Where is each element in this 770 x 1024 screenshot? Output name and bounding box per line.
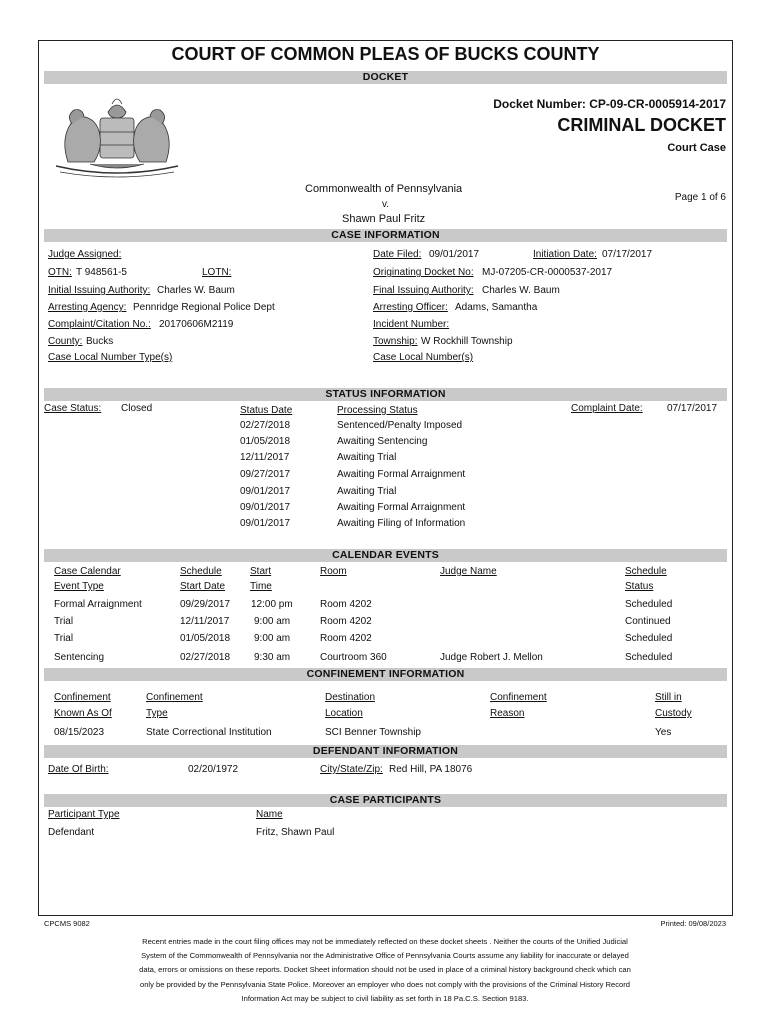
case-participants-bar: CASE PARTICIPANTS <box>44 794 727 807</box>
printed-date: Printed: 09/08/2023 <box>660 919 726 928</box>
participant-type-value: Defendant <box>48 827 95 838</box>
initiation-date-label: Initiation Date: <box>533 249 597 260</box>
judge-assigned-label: Judge Assigned: <box>48 249 122 260</box>
cal-row-time: 9:30 am <box>254 652 291 663</box>
status-row-date: 09/27/2017 <box>240 469 291 480</box>
cal-row-date: 02/27/2018 <box>180 652 231 663</box>
court-title: COURT OF COMMON PLEAS OF BUCKS COUNTY <box>171 44 600 64</box>
cal-row-date: 12/11/2017 <box>180 616 230 627</box>
status-row-date: 09/01/2017 <box>240 518 291 529</box>
cal-event-header: Case Calendar <box>54 566 121 577</box>
court-case-label: Court Case <box>667 142 726 154</box>
defendant-information-bar: DEFENDANT INFORMATION <box>44 745 727 758</box>
status-row-date: 02/27/2018 <box>240 420 291 431</box>
confinement-known-header: Known As Of <box>54 708 112 719</box>
form-code: CPCMS 9082 <box>44 919 90 928</box>
initiation-date-value: 07/17/2017 <box>602 249 653 260</box>
county-label: County: <box>48 336 83 347</box>
case-information-bar: CASE INFORMATION <box>44 229 727 242</box>
caption-versus: v. <box>382 199 390 210</box>
cal-row-time: 12:00 pm <box>251 599 293 610</box>
final-issuing-value: Charles W. Baum <box>482 285 560 296</box>
status-row-status: Awaiting Formal Arraignment <box>337 469 466 480</box>
participant-type-header: Participant Type <box>48 809 120 820</box>
disclaimer <box>70 935 700 1006</box>
cal-row-time: 9:00 am <box>254 633 291 644</box>
status-row-status: Awaiting Trial <box>337 452 397 463</box>
cal-row-event: Trial <box>54 616 74 627</box>
processing-status-header: Processing Status <box>337 405 418 416</box>
initial-issuing-value: Charles W. Baum <box>157 285 235 296</box>
otn-label: OTN: <box>48 267 72 278</box>
still-in-custody-value: Yes <box>655 727 672 738</box>
disclaimer-line: Information Act may be subject to civil liability as set forth in 18 Pa.C.S. Section 9183. <box>241 993 529 1003</box>
participant-name-value: Fritz, Shawn Paul <box>256 827 335 838</box>
cal-status-header: Status <box>625 581 654 592</box>
still-in-custody-header: Custody <box>655 708 692 719</box>
cal-row-room: Room 4202 <box>320 633 372 644</box>
dob-value: 02/20/1972 <box>188 764 239 775</box>
cal-row-date: 09/29/2017 <box>180 599 231 610</box>
cal-row-room: Room 4202 <box>320 599 372 610</box>
status-row-status: Sentenced/Penalty Imposed <box>337 420 463 431</box>
status-information-bar: STATUS INFORMATION <box>44 388 727 401</box>
still-in-custody-header: Still in <box>655 692 682 703</box>
arresting-officer-value: Adams, Samantha <box>455 302 538 313</box>
initial-issuing-label: Initial Issuing Authority: <box>48 285 151 296</box>
cal-row-room: Courtroom 360 <box>320 652 387 663</box>
status-row-status: Awaiting Trial <box>337 486 397 497</box>
cal-row-room: Room 4202 <box>320 616 372 627</box>
county-value: Bucks <box>86 336 114 347</box>
cal-row-time: 9:00 am <box>254 616 291 627</box>
dob-label: Date Of Birth: <box>48 764 109 775</box>
lotn-label: LOTN: <box>202 267 232 278</box>
case-status-value: Closed <box>121 403 153 414</box>
cal-start-time-header: Time <box>250 581 272 592</box>
cal-start-date-header: Start Date <box>180 581 226 592</box>
final-issuing-label: Final Issuing Authority: <box>373 285 474 296</box>
cal-row-judge: Judge Robert J. Mellon <box>440 652 543 663</box>
confinement-type-header: Confinement <box>146 692 203 703</box>
city-state-zip-label: City/State/Zip: <box>320 764 383 775</box>
status-row-date: 09/01/2017 <box>240 502 291 513</box>
disclaimer-line: only be provided by the Pennsylvania State Police. Moreover an employer who does not comply with the provisions of the Criminal History Record <box>139 979 631 989</box>
status-date-header: Status Date <box>240 405 293 416</box>
confinement-reason-header: Reason <box>490 708 525 719</box>
cal-row-status: Scheduled <box>625 652 673 663</box>
cal-row-event: Formal Arraignment <box>54 599 142 610</box>
status-row-date: 09/01/2017 <box>240 486 291 497</box>
originating-docket-label: Originating Docket No: <box>373 267 474 278</box>
cal-row-date: 01/05/2018 <box>180 633 231 644</box>
township-label: Township: <box>373 336 418 347</box>
docket-type: CRIMINAL DOCKET <box>557 115 726 135</box>
arresting-agency-value: Pennridge Regional Police Dept <box>133 302 275 313</box>
status-row-status: Awaiting Formal Arraignment <box>337 502 466 513</box>
cal-event-header: Event Type <box>54 581 104 592</box>
cal-row-event: Trial <box>54 633 74 644</box>
cal-start-time-header: Start <box>250 566 272 577</box>
arresting-agency-label: Arresting Agency: <box>48 302 127 313</box>
case-status-label: Case Status: <box>44 403 102 414</box>
docket-number: Docket Number: CP-09-CR-0005914-2017 <box>493 97 726 111</box>
caption-defendant: Shawn Paul Fritz <box>342 213 426 225</box>
cal-judge-header: Judge Name <box>440 566 497 577</box>
confinement-known-value: 08/15/2023 <box>54 727 105 738</box>
confinement-information-bar: CONFINEMENT INFORMATION <box>44 668 727 681</box>
case-local-number-label: Case Local Number(s) <box>373 352 474 363</box>
disclaimer-line: Recent entries made in the court filing offices may not be immediately reflected on these docket sheets . Neither the courts of the Unified Judicial <box>142 937 628 946</box>
destination-value: SCI Benner Township <box>325 727 421 738</box>
complaint-date-label: Complaint Date: <box>571 403 643 414</box>
status-row-date: 12/11/2017 <box>240 452 290 463</box>
arresting-officer-label: Arresting Officer: <box>373 302 448 313</box>
incident-number-label: Incident Number: <box>373 319 450 330</box>
cal-start-date-header: Schedule <box>180 566 222 577</box>
township-value: W Rockhill Township <box>421 336 513 347</box>
destination-header: Destination <box>325 692 376 703</box>
pennsylvania-seal-icon <box>50 92 184 178</box>
docket-bar: DOCKET <box>44 71 727 84</box>
disclaimer-line: data, errors or omissions on these reports. Docket Sheet information should not be used in place of a criminal history background check which can <box>139 965 631 975</box>
status-row-status: Awaiting Filing of Information <box>337 518 466 529</box>
confinement-type-header: Type <box>146 708 168 719</box>
confinement-type-value: State Correctional Institution <box>146 727 272 738</box>
case-local-number-type-label: Case Local Number Type(s) <box>48 352 173 363</box>
date-filed-label: Date Filed: <box>373 249 422 260</box>
cal-status-header: Schedule <box>625 566 667 577</box>
date-filed-value: 09/01/2017 <box>429 249 480 260</box>
cal-room-header: Room <box>320 566 347 577</box>
destination-header: Location <box>325 708 363 719</box>
cal-row-status: Continued <box>625 616 671 627</box>
originating-docket-value: MJ-07205-CR-0000537-2017 <box>482 267 613 278</box>
confinement-known-header: Confinement <box>54 692 111 703</box>
status-row-status: Awaiting Sentencing <box>337 436 428 447</box>
confinement-reason-header: Confinement <box>490 692 547 703</box>
otn-value: T 948561-5 <box>76 267 127 278</box>
cal-row-status: Scheduled <box>625 599 673 610</box>
complaint-citation-label: Complaint/Citation No.: <box>48 319 151 330</box>
calendar-events-bar: CALENDAR EVENTS <box>44 549 727 562</box>
page-indicator: Page 1 of 6 <box>674 192 726 203</box>
status-row-date: 01/05/2018 <box>240 436 291 447</box>
disclaimer-line: System of the Commonwealth of Pennsylvania nor the Administrative Office of Pennsylvania Courts assume any liability for inaccurate or delayed <box>141 951 629 961</box>
complaint-date-value: 07/17/2017 <box>667 403 718 414</box>
complaint-citation-value: 20170606M2119 <box>159 319 234 330</box>
cal-row-status: Scheduled <box>625 633 673 644</box>
participant-name-header: Name <box>256 809 283 820</box>
cal-row-event: Sentencing <box>54 652 105 663</box>
city-state-zip-value: Red Hill, PA 18076 <box>389 764 473 775</box>
caption-plaintiff: Commonwealth of Pennsylvania <box>305 183 463 195</box>
